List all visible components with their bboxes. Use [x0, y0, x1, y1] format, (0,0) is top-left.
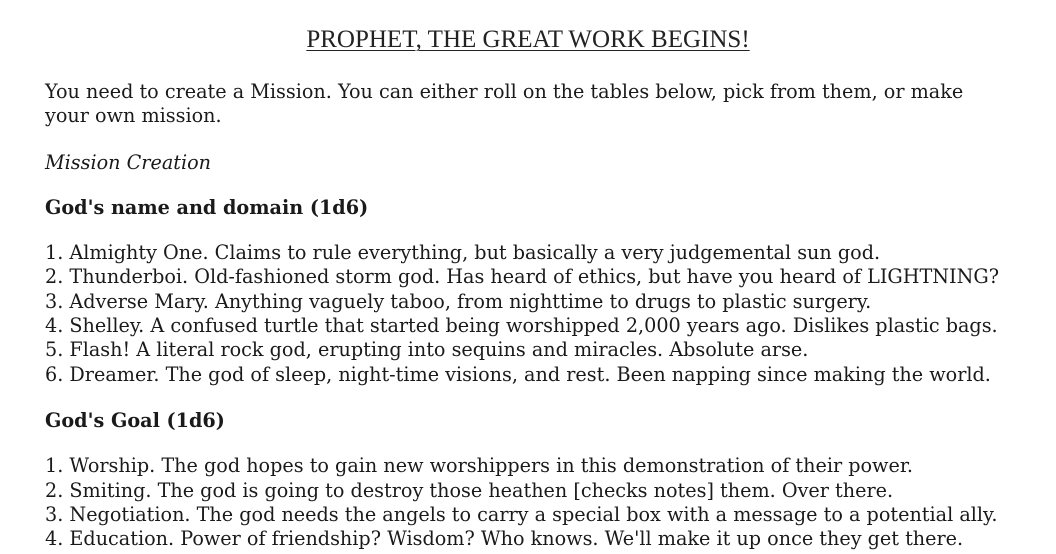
mission-creation-subheading: Mission Creation: [45, 150, 212, 174]
list-item: 3. Adverse Mary. Anything vaguely taboo, from nighttime to drugs to plastic surgery.: [45, 289, 872, 313]
list-item: 2. Smiting. The god is going to destroy those heathen [checks notes] them. Over there.: [45, 478, 894, 502]
document-body: [45, 80, 1035, 554]
gods-goal-table: [45, 454, 1035, 551]
list-item: 1. Worship. The god hopes to gain new worshippers in this demonstration of their power.: [45, 454, 913, 478]
intro-paragraph: You need to create a Mission. You can either roll on the tables below, pick from them, or make your own mission.: [45, 80, 964, 128]
list-item: 1. Almighty One. Claims to rule everything, but basically a very judgemental sun god.: [45, 241, 881, 265]
list-item: 4. Shelley. A confused turtle that started being worshipped 2,000 years ago. Dislikes plastic bags.: [45, 314, 998, 338]
page-title: PROPHET, THE GREAT WORK BEGINS!: [306, 26, 750, 53]
gods-name-table: [45, 241, 1035, 387]
section-heading-gods-name: God's name and domain (1d6): [45, 195, 369, 219]
list-item: 3. Negotiation. The god needs the angels to carry a special box with a message to a potential ally.: [45, 502, 998, 526]
list-item: 6. Dreamer. The god of sleep, night-time visions, and rest. Been napping since making the world.: [45, 362, 991, 386]
list-item: 4. Education. Power of friendship? Wisdom? Who knows. We'll make it up once they get there.: [45, 527, 964, 551]
list-item: 5. Flash! A literal rock god, erupting into sequins and miracles. Absolute arse.: [45, 338, 809, 362]
list-item: 2. Thunderboi. Old-fashioned storm god. Has heard of ethics, but have you heard of LIGHTNING?: [45, 265, 1000, 289]
section-heading-gods-goal: God's Goal (1d6): [45, 408, 225, 432]
